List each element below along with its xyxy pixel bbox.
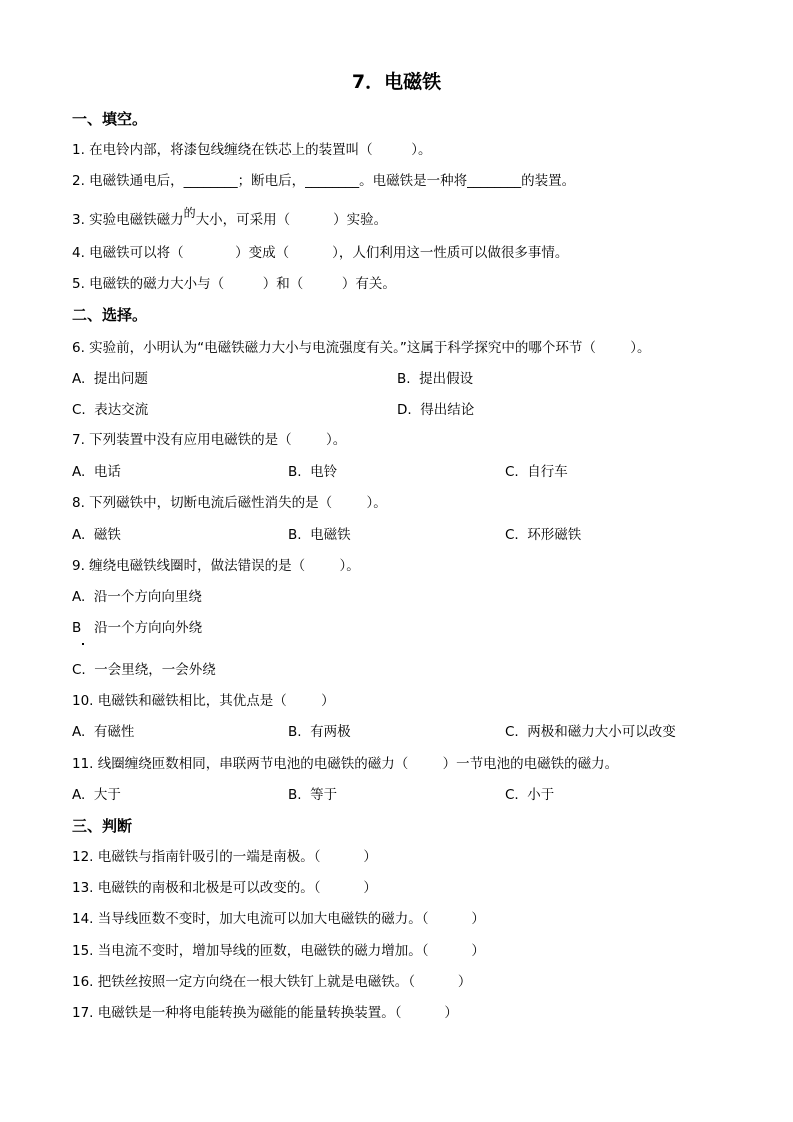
question-8-option-b: B. 电磁铁: [288, 527, 351, 543]
worksheet-title: 7．电磁铁: [351, 71, 442, 93]
question-10-option-a: A. 有磁性: [72, 724, 135, 740]
question-9-option-a: A. 沿一个方向向里绕: [72, 589, 202, 605]
question-10: 10. 电磁铁和磁铁相比，其优点是（ ）: [72, 693, 335, 709]
question-14: 14. 当导线匝数不变时，加大电流可以加大电磁铁的磁力。（ ）: [72, 911, 485, 927]
question-5: 5. 电磁铁的磁力大小与（ ）和（ ）有关。: [72, 276, 396, 292]
section-heading-choice: 二、选择。: [72, 306, 148, 324]
question-12: 12. 电磁铁与指南针吸引的一端是南极。（ ）: [72, 849, 377, 865]
question-11-option-b: B. 等于: [288, 787, 338, 803]
question-15: 15. 当电流不变时，增加导线的匝数，电磁铁的磁力增加。（ ）: [72, 943, 485, 959]
question-11: 11. 线圈缠绕匝数相同，串联两节电池的电磁铁的磁力（ ）一节电池的电磁铁的磁力。: [72, 756, 619, 772]
question-16: 16. 把铁丝按照一定方向绕在一根大铁钉上就是电磁铁。（ ）: [72, 974, 472, 990]
question-8-option-a: A. 磁铁: [72, 527, 121, 543]
question-9-option-c: C. 一会里绕，一会外绕: [72, 662, 216, 678]
question-1: 1. 在电铃内部，将漆包线缠绕在铁芯上的装置叫（ ）。: [72, 142, 432, 158]
question-6-option-c: C. 表达交流: [72, 402, 149, 418]
question-9: 9. 缠绕电磁铁线圈时，做法错误的是（ ）。: [72, 558, 360, 574]
question-13: 13. 电磁铁的南极和北极是可以改变的。（ ）: [72, 880, 377, 896]
question-9-option-b: B 沿一个方向向外绕: [72, 620, 203, 636]
question-17: 17. 电磁铁是一种将电能转换为磁能的能量转换装置。（ ）: [72, 1005, 458, 1021]
question-3-part-b: 大小，可采用（ ）实验。: [195, 212, 388, 228]
question-3: [72, 206, 388, 230]
section-heading-judge: 三、判断: [72, 817, 133, 835]
question-10-option-c: C. 两极和磁力大小可以改变: [505, 724, 676, 740]
question-11-option-a: A. 大于: [72, 787, 121, 803]
question-6-option-b: B. 提出假设: [397, 371, 474, 387]
stray-dot-mark: [82, 643, 84, 645]
question-7-option-b: B. 电铃: [288, 464, 338, 480]
question-8-option-c: C. 环形磁铁: [505, 527, 582, 543]
question-8: 8. 下列磁铁中，切断电流后磁性消失的是（ ）。: [72, 495, 387, 511]
question-3-raised-char: 的: [183, 206, 196, 220]
question-11-option-c: C. 小于: [505, 787, 555, 803]
question-4: 4. 电磁铁可以将（ ）变成（ ），人们利用这一性质可以做很多事情。: [72, 245, 569, 261]
question-3-part-a: 3. 实验电磁铁磁力: [72, 212, 184, 228]
question-6-option-d: D. 得出结论: [397, 402, 475, 418]
question-7-option-a: A. 电话: [72, 464, 121, 480]
question-7-option-c: C. 自行车: [505, 464, 568, 480]
question-2: 2. 电磁铁通电后，________；断电后，________。电磁铁是一种将________的装置。: [72, 173, 576, 189]
question-10-option-b: B. 有两极: [288, 724, 351, 740]
section-heading-fill: 一、填空。: [72, 110, 148, 128]
question-7: 7. 下列装置中没有应用电磁铁的是（ ）。: [72, 432, 347, 448]
question-6: 6. 实验前，小明认为“电磁铁磁力大小与电流强度有关。”这属于科学探究中的哪个环节（ ）。: [72, 340, 651, 356]
question-6-option-a: A. 提出问题: [72, 371, 148, 387]
